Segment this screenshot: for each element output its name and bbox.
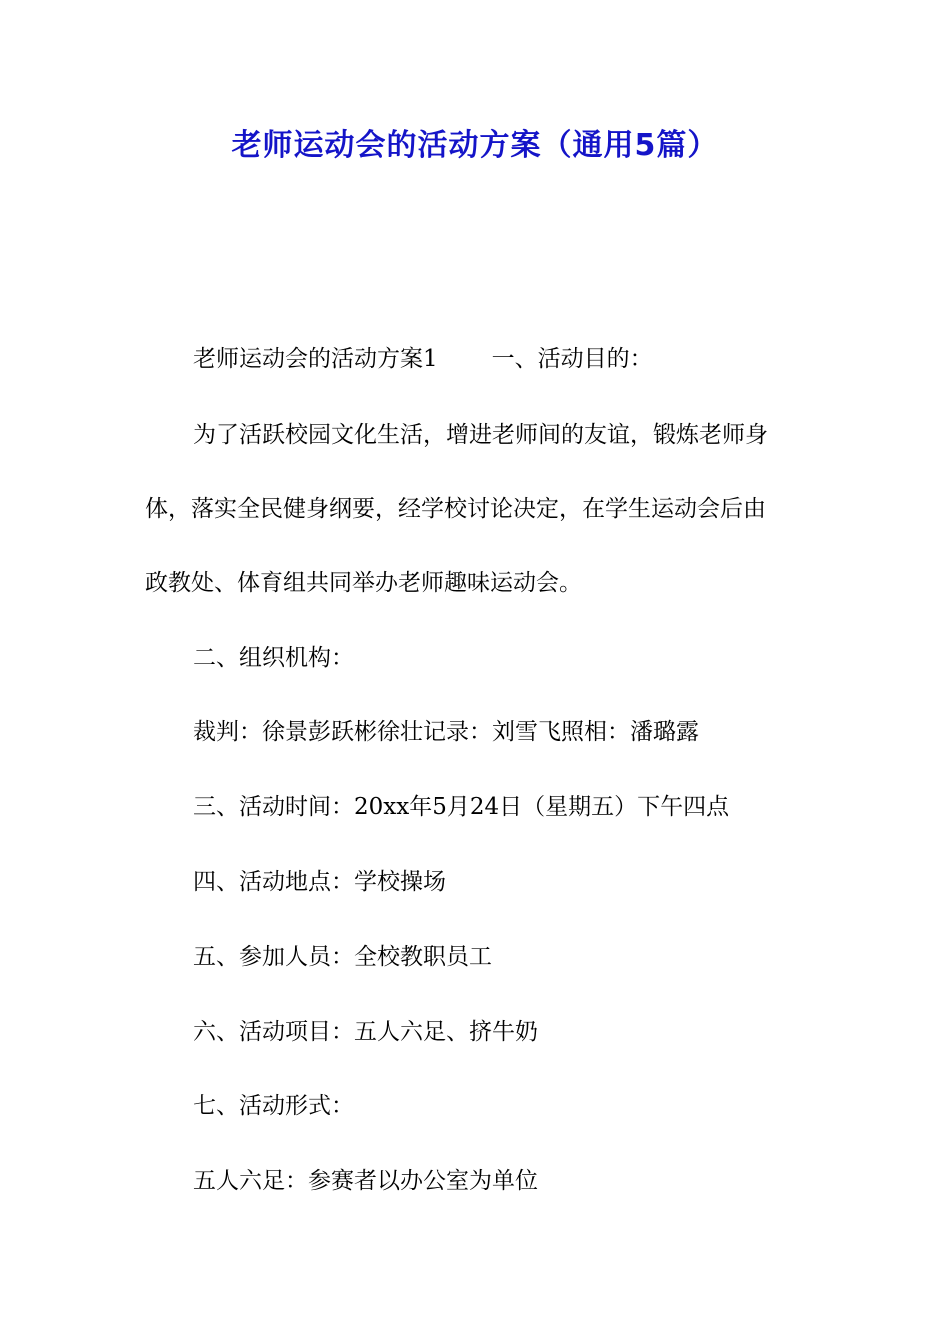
item-8-event-rule: 五人六足：参赛者以办公室为单位 [193, 1168, 538, 1194]
item-6-events: 六、活动项目：五人六足、挤牛奶 [193, 1019, 538, 1045]
section-heading: 老师运动会的活动方案1 [193, 346, 438, 372]
paragraph-1-line-1: 为了活跃校园文化生活，增进老师间的友谊，锻炼老师身 [193, 422, 768, 448]
item-4-location: 四、活动地点：学校操场 [193, 869, 446, 895]
paragraph-1-line-2: 体，落实全民健身纲要，经学校讨论决定，在学生运动会后由 [145, 496, 766, 522]
item-7-format: 七、活动形式： [193, 1093, 354, 1119]
item-1-purpose: 一、活动目的： [491, 346, 653, 372]
item-3-time: 三、活动时间：20xx年5月24日（星期五）下午四点 [193, 794, 730, 820]
item-5-participants: 五、参加人员：全校教职员工 [193, 944, 492, 970]
staff-line: 裁判：徐景彭跃彬徐壮记录：刘雪飞照相：潘璐露 [193, 719, 699, 745]
document-title: 老师运动会的活动方案（通用5篇） [231, 128, 719, 163]
item-2-organization: 二、组织机构： [193, 645, 354, 671]
section-heading-line [193, 346, 855, 374]
paragraph-1-line-3: 政教处、体育组共同举办老师趣味运动会。 [145, 570, 582, 596]
